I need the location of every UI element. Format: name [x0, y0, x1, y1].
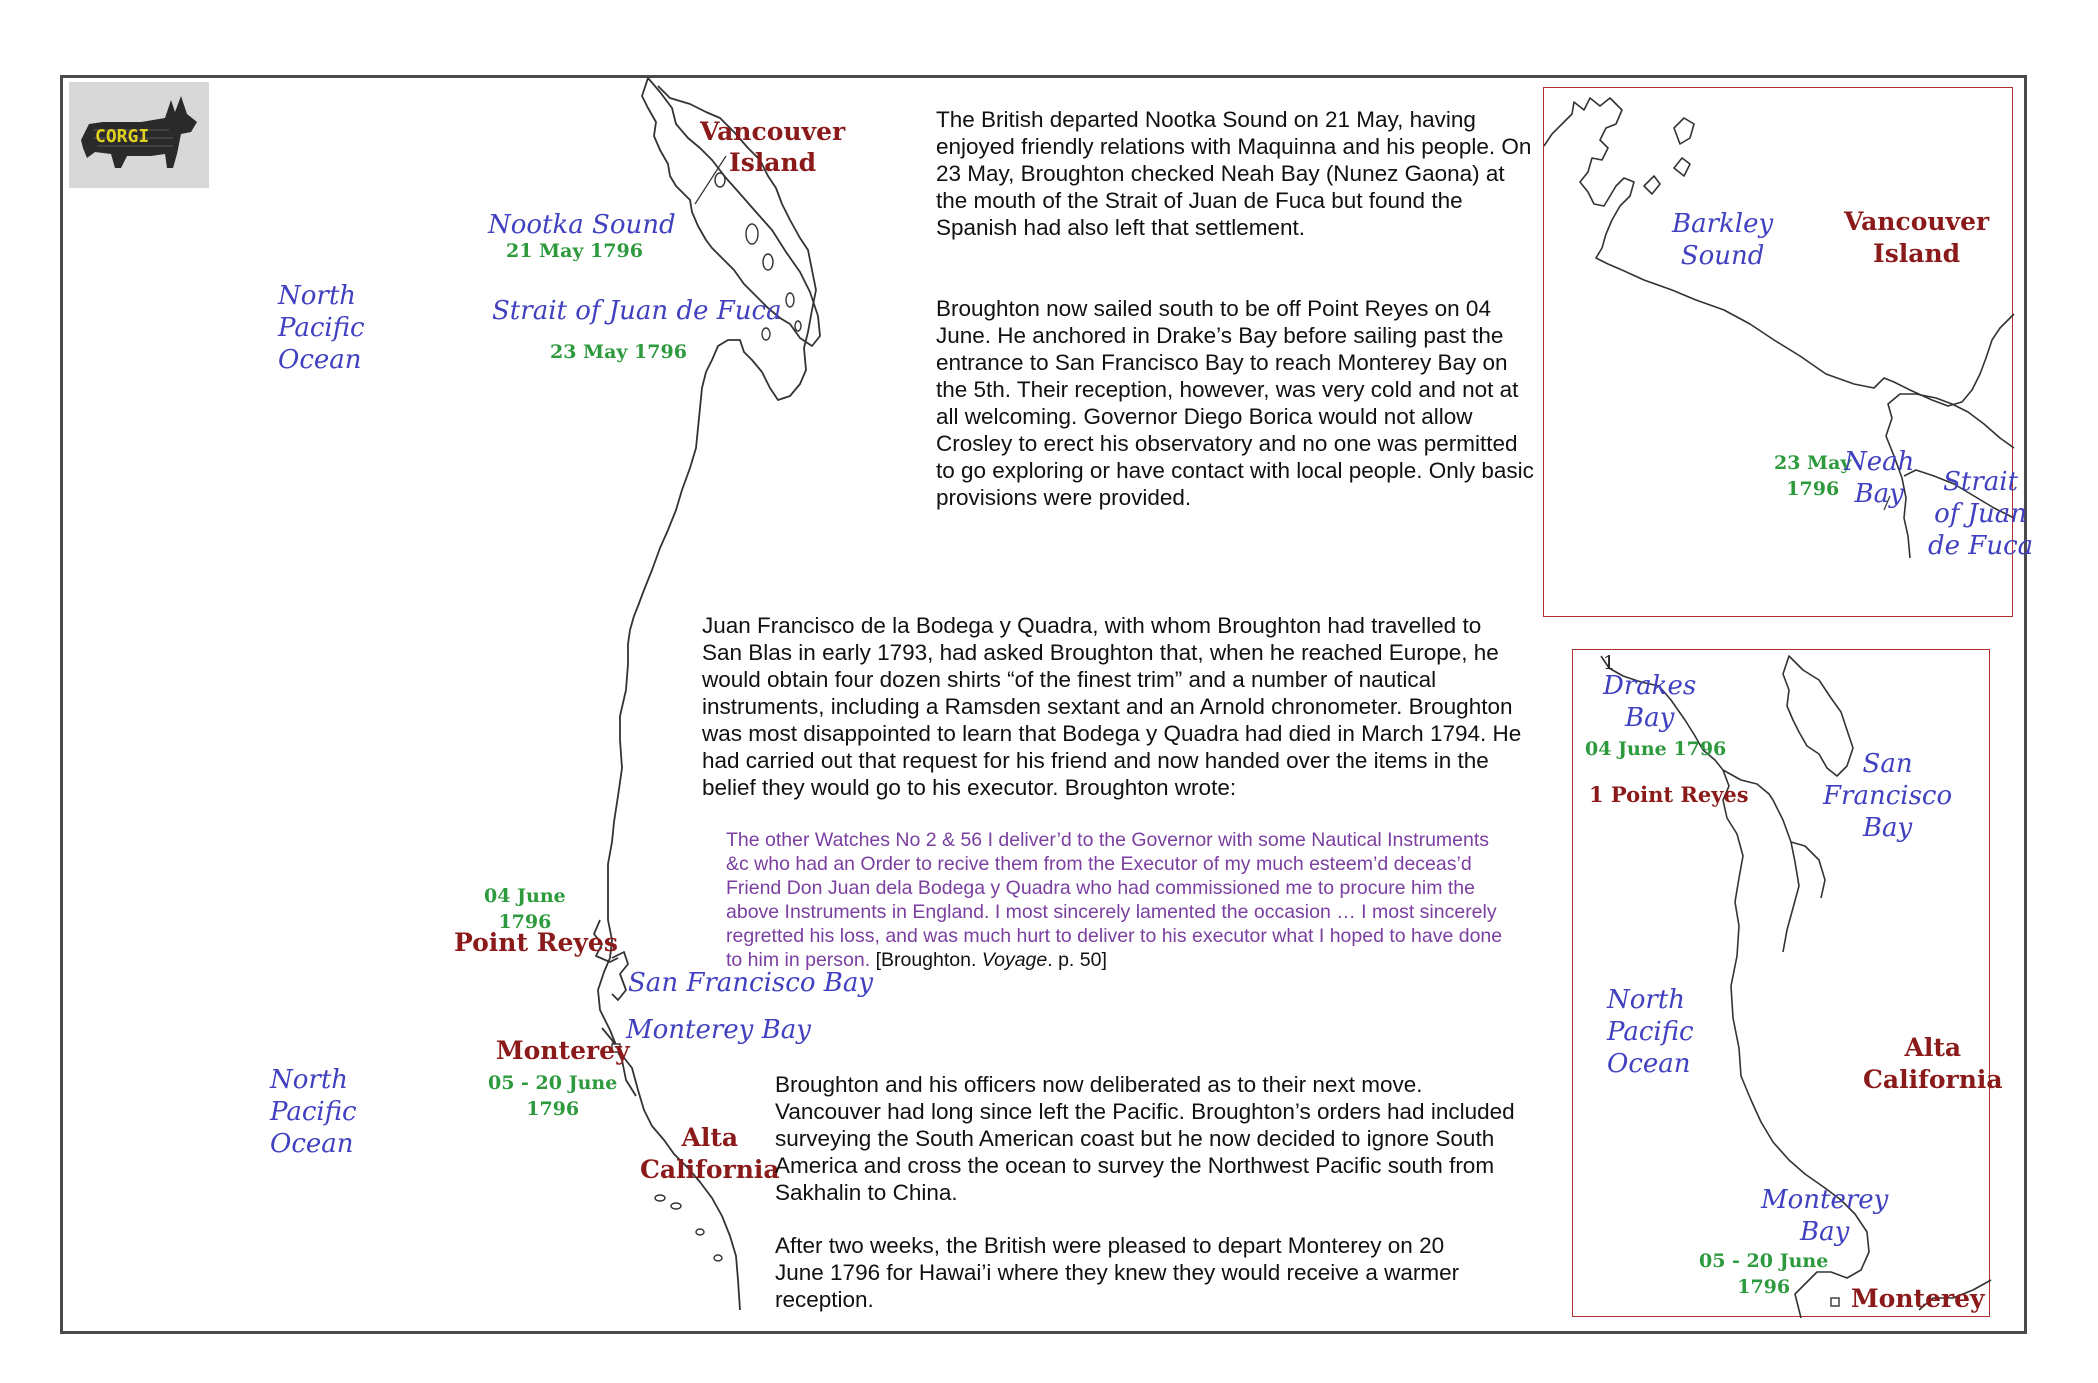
paragraph-departure: The British departed Nootka Sound on 21 May, having enjoyed friendly relations with Maquinna and his people. On 23 May, Broughton checked Neah Bay (Nunez Gaona) at the mouth of the Strait of Juan de Fuca but found the Spanish had also left that settlement.	[936, 107, 1532, 240]
quote-citation: [Broughton. Voyage. p. 50]	[875, 949, 1107, 971]
broughton-quote	[726, 828, 1516, 972]
inset-south-marker-1: 1	[1603, 652, 1616, 674]
inset-north-label-strait: Strait of Juan de Fuca	[1928, 467, 2034, 561]
label-monterey-bay: Monterey Bay	[626, 1015, 811, 1045]
label-point-reyes-date: 04 June 1796	[484, 885, 566, 933]
label-north-pacific-ocean-bottom: North Pacific Ocean	[270, 1065, 357, 1159]
inset-north-label-vancouver-island: Vancouver Island	[1844, 207, 1990, 268]
paragraph-bodega-quadra: Juan Francisco de la Bodega y Quadra, with whom Broughton had travelled to San Blas in early 1793, had asked Broughton that, when he reached Europe, he would obtain four dozen shirts “of the finest trim” and a number of nautical instruments, including a Ramsden sextant and an Arnold chronometer. Broughton was most disappointed to learn that Bodega y Quadra had died in March 1794. He had carried out that request for his friend and now handed over the items in the belief they would go to his executor. Broughton wrote:	[702, 613, 1522, 800]
inset-south-label-alta-california: Alta California	[1863, 1033, 2003, 1094]
label-monterey-date: 05 - 20 June 1796	[488, 1072, 618, 1120]
inset-south-label-north-pacific-ocean: North Pacific Ocean	[1607, 985, 1694, 1079]
label-north-pacific-ocean-top: North Pacific Ocean	[278, 281, 365, 375]
inset-south-label-monterey-bay: Monterey Bay	[1761, 1185, 1889, 1247]
inset-north-label-barkley-sound: Barkley Sound	[1672, 209, 1774, 271]
label-strait-juan-de-fuca: Strait of Juan de Fuca	[492, 296, 782, 326]
label-vancouver-island: Vancouver Island	[700, 117, 846, 177]
label-nootka-date: 21 May 1796	[506, 240, 643, 262]
label-monterey: Monterey	[496, 1036, 630, 1065]
inset-north-label-neah-bay: Neah Bay	[1844, 447, 1915, 509]
inset-north-label-neah-date: 23 May 1796	[1774, 452, 1852, 500]
inset-south-label-san-francisco-bay: San Francisco Bay	[1823, 749, 1953, 843]
paragraph-depart-monterey: After two weeks, the British were pleased to depart Monterey on 20 June 1796 for Hawai’i where they knew they would receive a warmer reception.	[775, 1233, 1460, 1312]
paragraph-next-move: Broughton and his officers now deliberated as to their next move. Vancouver had long since left the Pacific. Broughton’s orders had included surveying the South American coast but he now decided to ignore South America and cross the ocean to survey the Northwest Pacific south from Sakhalin to China.	[775, 1072, 1515, 1205]
inset-south-label-drakes-date: 04 June 1796	[1585, 738, 1727, 760]
inset-south-monterey-marker	[1831, 1298, 1839, 1306]
inset-south-label-monterey: Monterey	[1851, 1284, 1985, 1313]
label-strait-date: 23 May 1796	[550, 341, 687, 363]
label-alta-california: Alta California	[640, 1123, 780, 1184]
label-san-francisco-bay: San Francisco Bay	[628, 968, 874, 998]
inset-south-label-point-reyes: 1 Point Reyes	[1589, 782, 1749, 807]
logo-text: CORGI	[95, 126, 150, 147]
label-point-reyes: Point Reyes	[454, 928, 618, 957]
inset-south-label-drakes-bay: Drakes Bay	[1603, 671, 1697, 733]
paragraph-point-reyes: Broughton now sailed south to be off Point Reyes on 04 June. He anchored in Drake’s Bay before sailing past the entrance to San Francisco Bay to reach Monterey Bay on the 5th. Their reception, however, was very cold and not at all welcoming. Governor Diego Borica would not allow Crosley to erect his observatory and no one was permitted to go exploring or have contact with local people. Only basic provisions were provided.	[936, 296, 1534, 510]
label-nootka-sound: Nootka Sound	[488, 210, 676, 240]
inset-south-label-monterey-date: 05 - 20 June 1796	[1699, 1250, 1829, 1298]
inset-south-map	[1572, 649, 2003, 1317]
quote-text: The other Watches No 2 & 56 I deliver’d to the Governor with some Nautical Instruments &c who had an Order to recive them from the Executor of my much esteem’d deceas’d Friend Don Juan dela Bodega y Quadra who had commissioned me to procure him the above Instruments in England. I most sincerely lamented the occasion … I most sincerely regretted his loss, and was much hurt to deliver to his executor what I hoped to have done to him in person.	[726, 829, 1503, 971]
inset-north-map	[1543, 87, 2034, 617]
